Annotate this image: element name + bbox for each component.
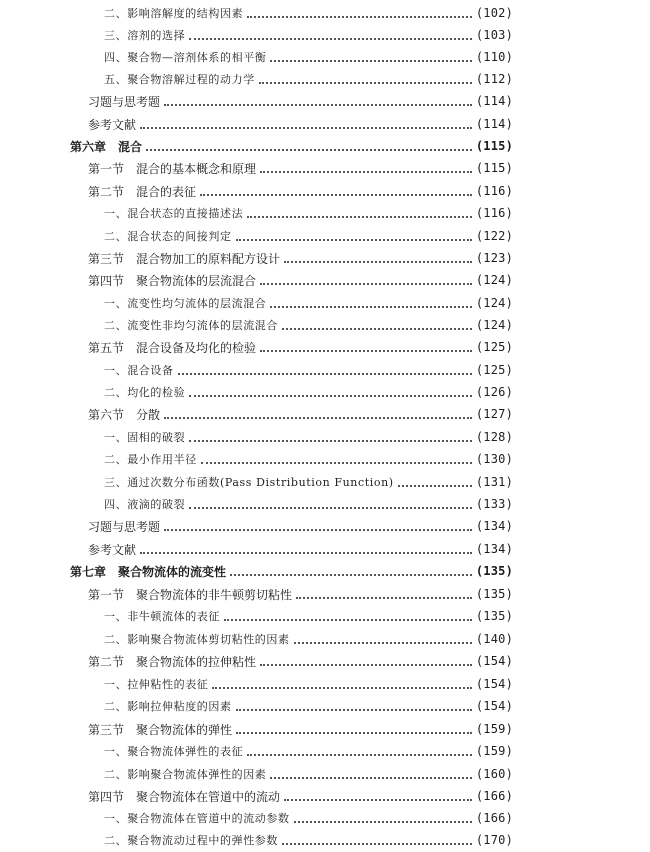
leader-dots [236,709,472,711]
toc-entry-page: (134) [475,542,513,556]
toc-entry-label: 五、聚合物溶解过程的动力学 [104,73,255,86]
leader-dots [189,395,472,397]
toc-entry-page: (130) [475,452,513,466]
toc-entry [104,448,513,470]
toc-entry-label: 习题与思考题 [88,94,161,109]
toc-entry-label: 二、流变性非均匀流体的层流混合 [104,319,278,332]
toc-entry [88,269,513,291]
toc-entry-page: (166) [475,789,513,803]
toc-entry-label: 二、最小作用半径 [104,453,197,466]
toc-entry-label: 第一节 混合的基本概念和原理 [88,161,257,176]
toc-entry-label: 二、影响溶解度的结构因素 [104,7,244,20]
leader-dots [164,104,472,106]
toc-entry-page: (131) [475,475,513,489]
toc-entry-label: 一、拉伸粘性的表征 [104,678,209,691]
toc-entry-label: 参考文献 [88,117,137,132]
leader-dots [200,194,472,196]
toc-entry-label: 二、均化的检验 [104,386,186,399]
toc-entry [88,718,513,740]
toc-entry-page: (114) [475,117,513,131]
leader-dots [294,821,472,823]
toc-entry-label: 一、混合设备 [104,364,174,377]
toc-entry-label: 一、混合状态的直接描述法 [104,207,244,220]
leader-dots [282,843,472,845]
toc-entry-page: (122) [475,229,513,243]
toc-entry-page: (124) [475,318,513,332]
leader-dots [140,127,472,129]
toc-entry-label: 第六章 混合 [70,139,143,154]
toc-entry-label: 二、聚合物流动过程中的弹性参数 [104,834,278,847]
toc-entry [104,2,513,24]
toc-entry [88,113,513,135]
toc-entry [88,515,513,537]
toc-entry-page: (135) [475,609,513,623]
toc-entry-page: (140) [475,632,513,646]
toc-entry-page: (133) [475,497,513,511]
leader-dots [282,328,472,330]
toc-entry-label: 第五节 混合设备及均化的检验 [88,340,257,355]
toc-entry-label: 第二节 聚合物流体的拉伸粘性 [88,654,257,669]
leader-dots [270,60,471,62]
toc-entry-page: (125) [475,340,513,354]
toc-entry-label: 四、聚合物—溶剂体系的相平衡 [104,51,267,64]
toc-entry-label: 习题与思考题 [88,519,161,534]
leader-dots [270,306,471,308]
leader-dots [247,16,472,18]
toc-entry [88,336,513,358]
toc-entry-page: (114) [475,94,513,108]
toc-entry-label: 二、影响拉伸粘度的因素 [104,700,232,713]
toc-entry [104,605,513,627]
toc-entry-label: 三、通过次数分布函数(Pass Distribution Function) [104,476,394,489]
toc-entry [104,493,513,515]
toc-entry-page: (116) [475,206,513,220]
toc-entry-label: 第二节 混合的表征 [88,184,197,199]
toc-entry [88,90,513,112]
toc-entry-page: (125) [475,363,513,377]
leader-dots [189,440,472,442]
leader-dots [398,485,472,487]
toc-entry [88,785,513,807]
toc-entry-page: (135) [475,564,513,578]
toc-entry-page: (170) [475,833,513,847]
toc-entry [104,763,513,785]
leader-dots [224,619,472,621]
toc-entry [104,202,513,224]
toc-entry [104,292,513,314]
toc-entry [104,426,513,448]
toc-entry-label: 第七章 聚合物流体的流变性 [70,564,227,579]
toc-entry [88,583,513,605]
toc-entry-label: 第三节 混合物加工的原料配方设计 [88,251,281,266]
toc-entry [104,225,513,247]
leader-dots [260,283,472,285]
toc-entry [88,650,513,672]
toc-entry-label: 三、溶剂的选择 [104,29,186,42]
toc-entry-label: 第六节 分散 [88,407,161,422]
toc-entry [104,24,513,46]
toc-entry-page: (115) [475,139,513,153]
toc-entry [104,829,513,851]
toc-entry [70,135,513,157]
toc-entry [104,695,513,717]
toc-entry-label: 一、非牛顿流体的表征 [104,610,220,623]
toc-entry [104,68,513,90]
toc-entry [104,740,513,762]
leader-dots [270,777,471,779]
toc-entry-page: (103) [475,28,513,42]
toc-entry-page: (124) [475,296,513,310]
toc-entry-label: 二、影响聚合物流体弹性的因素 [104,768,267,781]
leader-dots [140,552,472,554]
toc-entry-label: 一、固相的破裂 [104,431,186,444]
toc-entry-page: (128) [475,430,513,444]
toc-entry-page: (159) [475,744,513,758]
toc-entry-page: (115) [475,161,513,175]
toc-entry-label: 二、混合状态的间接判定 [104,230,232,243]
leader-dots [260,171,472,173]
leader-dots [178,373,472,375]
leader-dots [247,754,472,756]
toc-entry [88,180,513,202]
leader-dots [201,462,472,464]
toc-entry [104,807,513,829]
leader-dots [260,664,472,666]
leader-dots [212,687,471,689]
toc-entry-label: 第一节 聚合物流体的非牛顿剪切粘性 [88,587,293,602]
toc-entry-page: (159) [475,722,513,736]
toc-entry-page: (154) [475,677,513,691]
leader-dots [296,597,472,599]
toc-entry-page: (126) [475,385,513,399]
toc-entry-page: (154) [475,699,513,713]
leader-dots [230,574,472,576]
toc-entry-page: (127) [475,407,513,421]
leader-dots [294,642,472,644]
toc-entry-label: 参考文献 [88,542,137,557]
toc-entry [104,673,513,695]
toc-entry [88,538,513,560]
toc-entry [104,471,513,493]
toc-entry [104,381,513,403]
toc-entry-label: 第四节 聚合物流体在管道中的流动 [88,789,281,804]
toc-entry-label: 第三节 聚合物流体的弹性 [88,722,233,737]
toc-entry-page: (112) [475,72,513,86]
toc-entry-page: (135) [475,587,513,601]
leader-dots [236,732,472,734]
leader-dots [164,417,472,419]
leader-dots [284,261,472,263]
leader-dots [260,350,472,352]
toc-entry-label: 一、流变性均匀流体的层流混合 [104,297,267,310]
leader-dots [259,82,472,84]
toc-entry-page: (124) [475,273,513,287]
toc-entry-page: (166) [475,811,513,825]
leader-dots [189,507,472,509]
toc-entry-label: 一、聚合物流体在管道中的流动参数 [104,812,290,825]
leader-dots [247,216,472,218]
toc-entry-page: (134) [475,519,513,533]
toc-entry-label: 一、聚合物流体弹性的表征 [104,745,244,758]
leader-dots [189,38,472,40]
toc-entry-label: 第四节 聚合物流体的层流混合 [88,273,257,288]
toc-entry-page: (160) [475,767,513,781]
toc-entry [104,314,513,336]
toc-entry [104,359,513,381]
leader-dots [164,529,472,531]
toc-entry-page: (116) [475,184,513,198]
toc-entry [88,403,513,425]
leader-dots [284,799,472,801]
toc-entry [104,46,513,68]
toc-entry [88,157,513,179]
toc-entry-page: (110) [475,50,513,64]
toc-entry [88,247,513,269]
leader-dots [146,149,472,151]
toc-entry-page: (102) [475,6,513,20]
toc-entry-label: 二、影响聚合物流体剪切粘性的因素 [104,633,290,646]
toc-entry-page: (123) [475,251,513,265]
toc-entry-page: (154) [475,654,513,668]
toc-entry [104,628,513,650]
toc-entry-label: 四、液滴的破裂 [104,498,186,511]
leader-dots [236,239,472,241]
toc-entry [70,560,513,582]
